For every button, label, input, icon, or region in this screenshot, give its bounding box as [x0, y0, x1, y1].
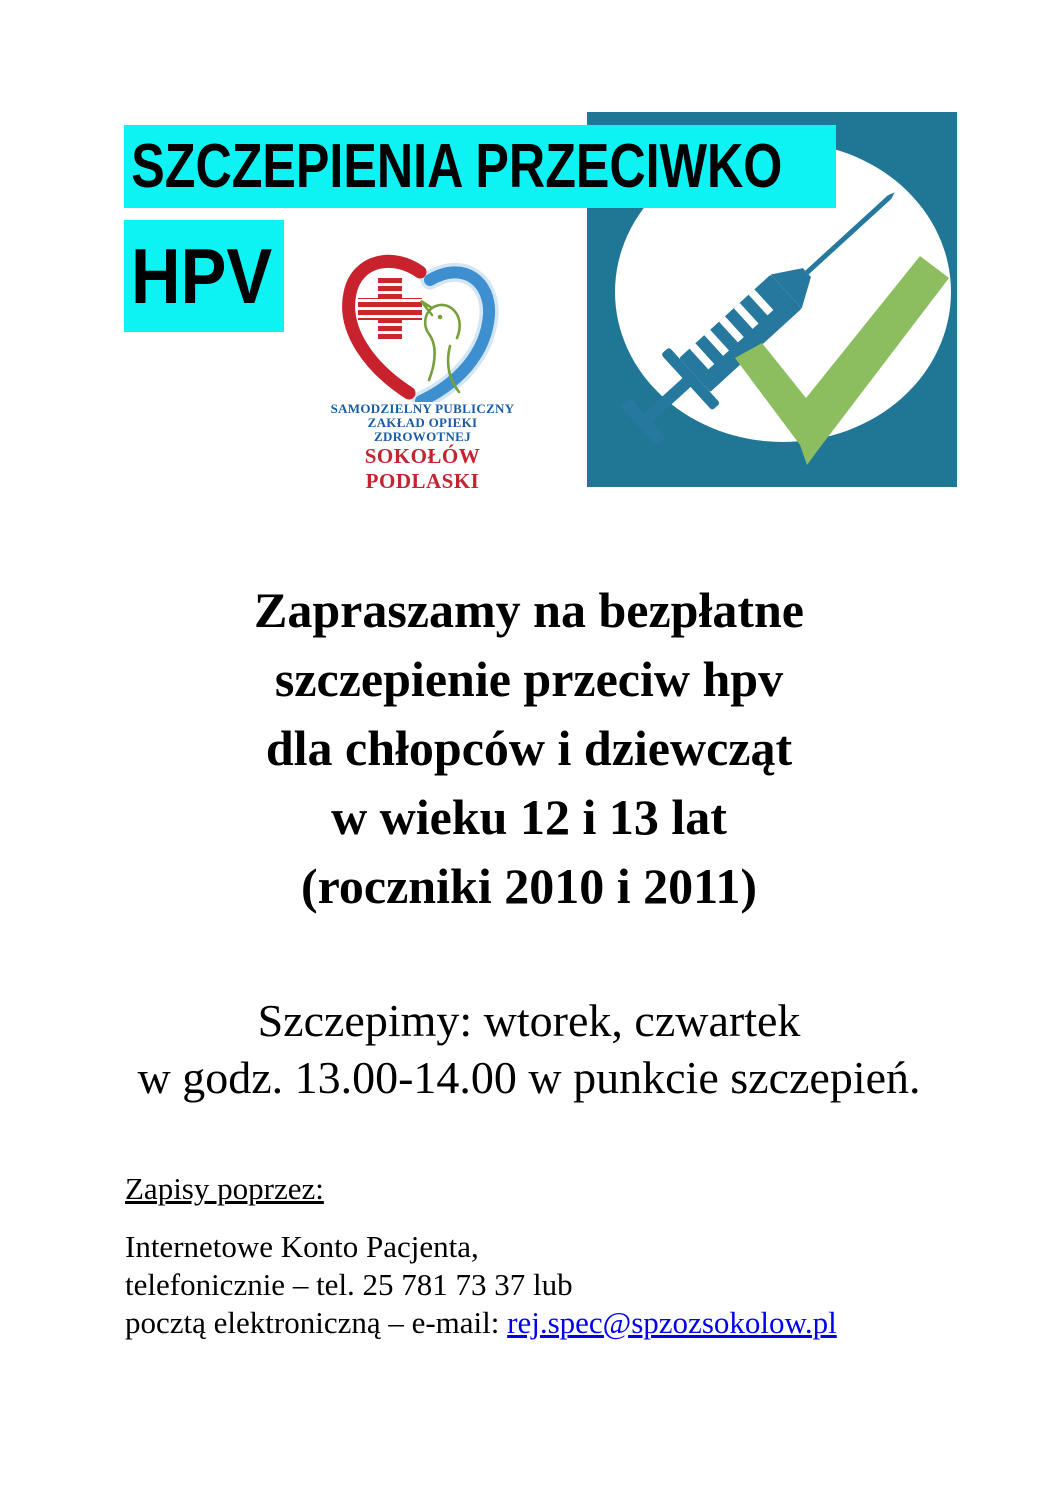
- page-title-line1: SZCZEPIENIA PRZECIWKO: [131, 131, 783, 201]
- schedule-line: w godz. 13.00-14.00 w punkcie szczepień.: [137, 1052, 921, 1103]
- invitation-line: (roczniki 2010 i 2011): [300, 858, 757, 914]
- signup-section: [125, 1170, 837, 1342]
- invitation-line: w wieku 12 i 13 lat: [331, 789, 727, 845]
- invitation-text: [0, 576, 1058, 921]
- signup-email-prefix: pocztą elektroniczną – e-mail:: [125, 1305, 508, 1340]
- logo-org-line1: SAMODZIELNY PUBLICZNY: [330, 401, 515, 416]
- signup-line-phone: telefonicznie – tel. 25 781 73 37 lub: [125, 1267, 573, 1302]
- schedule-line: Szczepimy: wtorek, czwartek: [257, 995, 801, 1046]
- title-banner: [124, 125, 836, 208]
- hpv-banner: [124, 220, 284, 332]
- invitation-line: szczepienie przeciw hpv: [274, 651, 784, 707]
- signup-line-email: [125, 1304, 837, 1342]
- page-title-line2: HPV: [131, 232, 273, 320]
- email-link[interactable]: rej.spec@spzozsokolow.pl: [507, 1305, 837, 1340]
- invitation-line: Zapraszamy na bezpłatne: [254, 582, 804, 638]
- signup-line-ikp: Internetowe Konto Pacjenta,: [125, 1229, 479, 1264]
- logo-org-line2: ZAKŁAD OPIEKI ZDROWOTNEJ: [367, 415, 478, 444]
- signup-heading: Zapisy poprzez:: [125, 1171, 324, 1206]
- logo-org-line3: SOKOŁÓW PODLASKI: [364, 444, 481, 493]
- hospital-logo: [320, 252, 525, 494]
- invitation-line: dla chłopców i dziewcząt: [265, 720, 793, 776]
- heart-cross-dove-icon: [320, 252, 525, 402]
- schedule-text: [0, 992, 1058, 1106]
